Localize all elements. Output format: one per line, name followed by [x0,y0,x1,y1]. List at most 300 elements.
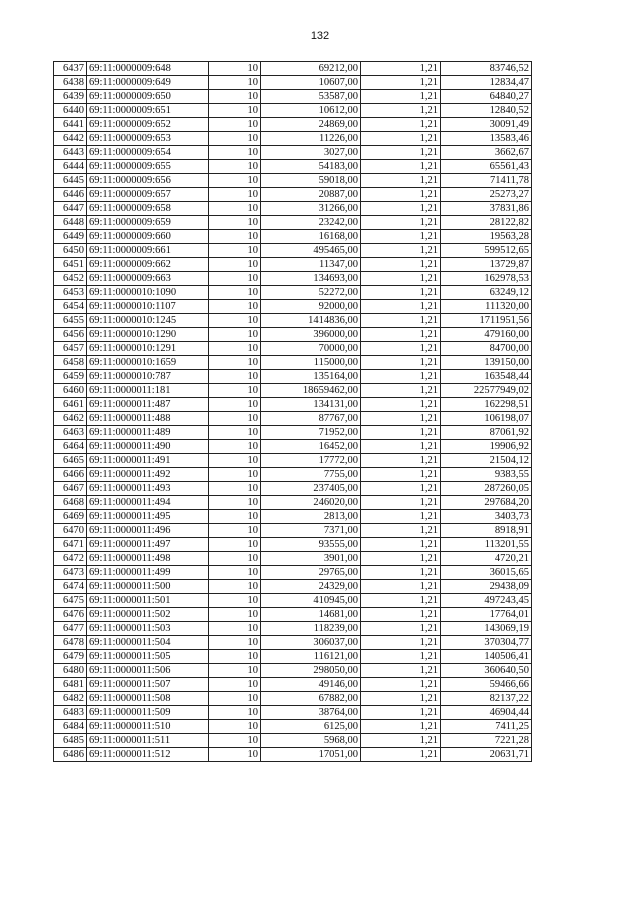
row-number-cell: 6464 [54,440,87,454]
value-cell: 143069,19 [441,622,532,636]
area-cell: 3901,00 [261,552,361,566]
area-cell: 23242,00 [261,216,361,230]
value-cell: 162978,53 [441,272,532,286]
rate-cell: 10 [209,622,261,636]
coefficient-cell: 1,21 [361,594,441,608]
area-cell: 71952,00 [261,426,361,440]
row-number-cell: 6469 [54,510,87,524]
table-row [54,496,532,510]
coefficient-cell: 1,21 [361,608,441,622]
area-cell: 134693,00 [261,272,361,286]
coefficient-cell: 1,21 [361,384,441,398]
table-row [54,636,532,650]
rate-cell: 10 [209,426,261,440]
table-row [54,356,532,370]
row-number-cell: 6446 [54,188,87,202]
rate-cell: 10 [209,678,261,692]
area-cell: 135164,00 [261,370,361,384]
cadastral-number-cell: 69:11:0000011:510 [87,720,209,734]
coefficient-cell: 1,21 [361,118,441,132]
table-row [54,468,532,482]
coefficient-cell: 1,21 [361,636,441,650]
area-cell: 54183,00 [261,160,361,174]
value-cell: 29438,09 [441,580,532,594]
table-row [54,174,532,188]
coefficient-cell: 1,21 [361,412,441,426]
cadastral-number-cell: 69:11:0000011:495 [87,510,209,524]
row-number-cell: 6470 [54,524,87,538]
table-row [54,650,532,664]
value-cell: 63249,12 [441,286,532,300]
rate-cell: 10 [209,524,261,538]
table-row [54,678,532,692]
area-cell: 118239,00 [261,622,361,636]
coefficient-cell: 1,21 [361,566,441,580]
coefficient-cell: 1,21 [361,692,441,706]
table-row [54,720,532,734]
rate-cell: 10 [209,566,261,580]
cadastral-number-cell: 69:11:0000010:1659 [87,356,209,370]
table-row [54,62,532,76]
table-row [54,734,532,748]
cadastral-number-cell: 69:11:0000011:493 [87,482,209,496]
value-cell: 7411,25 [441,720,532,734]
cadastral-number-cell: 69:11:0000009:653 [87,132,209,146]
area-cell: 1414836,00 [261,314,361,328]
area-cell: 18659462,00 [261,384,361,398]
rate-cell: 10 [209,510,261,524]
table-row [54,202,532,216]
row-number-cell: 6442 [54,132,87,146]
value-cell: 1711951,56 [441,314,532,328]
cadastral-number-cell: 69:11:0000011:506 [87,664,209,678]
row-number-cell: 6483 [54,706,87,720]
value-cell: 71411,78 [441,174,532,188]
cadastral-number-cell: 69:11:0000009:650 [87,90,209,104]
cadastral-number-cell: 69:11:0000011:492 [87,468,209,482]
cadastral-number-cell: 69:11:0000009:657 [87,188,209,202]
cadastral-number-cell: 69:11:0000011:499 [87,566,209,580]
table-row [54,594,532,608]
cadastral-number-cell: 69:11:0000011:501 [87,594,209,608]
area-cell: 11226,00 [261,132,361,146]
table-row [54,398,532,412]
table-row [54,370,532,384]
coefficient-cell: 1,21 [361,538,441,552]
area-cell: 70000,00 [261,342,361,356]
area-cell: 14681,00 [261,608,361,622]
row-number-cell: 6443 [54,146,87,160]
row-number-cell: 6474 [54,580,87,594]
value-cell: 287260,05 [441,482,532,496]
table-body [54,62,532,762]
rate-cell: 10 [209,608,261,622]
value-cell: 599512,65 [441,244,532,258]
table-row [54,118,532,132]
value-cell: 12840,52 [441,104,532,118]
area-cell: 93555,00 [261,538,361,552]
row-number-cell: 6455 [54,314,87,328]
area-cell: 17772,00 [261,454,361,468]
area-cell: 52272,00 [261,286,361,300]
table-row [54,328,532,342]
coefficient-cell: 1,21 [361,482,441,496]
coefficient-cell: 1,21 [361,678,441,692]
value-cell: 497243,45 [441,594,532,608]
value-cell: 370304,77 [441,636,532,650]
rate-cell: 10 [209,454,261,468]
rate-cell: 10 [209,328,261,342]
area-cell: 31266,00 [261,202,361,216]
row-number-cell: 6459 [54,370,87,384]
area-cell: 306037,00 [261,636,361,650]
rate-cell: 10 [209,146,261,160]
value-cell: 21504,12 [441,454,532,468]
area-cell: 237405,00 [261,482,361,496]
value-cell: 8918,91 [441,524,532,538]
rate-cell: 10 [209,636,261,650]
table-row [54,580,532,594]
cadastral-number-cell: 69:11:0000011:496 [87,524,209,538]
rate-cell: 10 [209,272,261,286]
value-cell: 111320,00 [441,300,532,314]
area-cell: 92000,00 [261,300,361,314]
rate-cell: 10 [209,300,261,314]
row-number-cell: 6466 [54,468,87,482]
value-cell: 19563,28 [441,230,532,244]
cadastral-number-cell: 69:11:0000010:1245 [87,314,209,328]
row-number-cell: 6463 [54,426,87,440]
row-number-cell: 6458 [54,356,87,370]
rate-cell: 10 [209,496,261,510]
table-row [54,272,532,286]
value-cell: 46904,44 [441,706,532,720]
area-cell: 38764,00 [261,706,361,720]
cadastral-number-cell: 69:11:0000011:508 [87,692,209,706]
area-cell: 59018,00 [261,174,361,188]
value-cell: 3403,73 [441,510,532,524]
area-cell: 10612,00 [261,104,361,118]
cadastral-number-cell: 69:11:0000011:181 [87,384,209,398]
row-number-cell: 6438 [54,76,87,90]
table-row [54,244,532,258]
rate-cell: 10 [209,398,261,412]
row-number-cell: 6439 [54,90,87,104]
table-row [54,300,532,314]
value-cell: 113201,55 [441,538,532,552]
table-row [54,692,532,706]
value-cell: 162298,51 [441,398,532,412]
row-number-cell: 6476 [54,608,87,622]
table-row [54,706,532,720]
table-row [54,608,532,622]
cadastral-number-cell: 69:11:0000011:503 [87,622,209,636]
area-cell: 10607,00 [261,76,361,90]
row-number-cell: 6441 [54,118,87,132]
row-number-cell: 6471 [54,538,87,552]
value-cell: 139150,00 [441,356,532,370]
area-cell: 246020,00 [261,496,361,510]
cadastral-number-cell: 69:11:0000009:661 [87,244,209,258]
row-number-cell: 6457 [54,342,87,356]
row-number-cell: 6473 [54,566,87,580]
rate-cell: 10 [209,286,261,300]
cadastral-number-cell: 69:11:0000011:497 [87,538,209,552]
cadastral-number-cell: 69:11:0000009:654 [87,146,209,160]
row-number-cell: 6482 [54,692,87,706]
rate-cell: 10 [209,342,261,356]
row-number-cell: 6479 [54,650,87,664]
coefficient-cell: 1,21 [361,370,441,384]
area-cell: 69212,00 [261,62,361,76]
rate-cell: 10 [209,230,261,244]
cadastral-number-cell: 69:11:0000009:663 [87,272,209,286]
row-number-cell: 6461 [54,398,87,412]
row-number-cell: 6480 [54,664,87,678]
value-cell: 25273,27 [441,188,532,202]
value-cell: 82137,22 [441,692,532,706]
coefficient-cell: 1,21 [361,664,441,678]
table-row [54,76,532,90]
value-cell: 106198,07 [441,412,532,426]
value-cell: 84700,00 [441,342,532,356]
coefficient-cell: 1,21 [361,76,441,90]
cadastral-number-cell: 69:11:0000009:655 [87,160,209,174]
value-cell: 7221,28 [441,734,532,748]
table-row [54,216,532,230]
value-cell: 13583,46 [441,132,532,146]
coefficient-cell: 1,21 [361,342,441,356]
coefficient-cell: 1,21 [361,146,441,160]
rate-cell: 10 [209,90,261,104]
area-cell: 3027,00 [261,146,361,160]
coefficient-cell: 1,21 [361,314,441,328]
row-number-cell: 6485 [54,734,87,748]
rate-cell: 10 [209,552,261,566]
cadastral-number-cell: 69:11:0000011:488 [87,412,209,426]
coefficient-cell: 1,21 [361,496,441,510]
cadastral-number-cell: 69:11:0000010:1290 [87,328,209,342]
row-number-cell: 6448 [54,216,87,230]
rate-cell: 10 [209,118,261,132]
coefficient-cell: 1,21 [361,524,441,538]
value-cell: 12834,47 [441,76,532,90]
data-table [53,61,532,762]
coefficient-cell: 1,21 [361,328,441,342]
coefficient-cell: 1,21 [361,622,441,636]
table-row [54,566,532,580]
cadastral-number-cell: 69:11:0000009:658 [87,202,209,216]
rate-cell: 10 [209,160,261,174]
row-number-cell: 6451 [54,258,87,272]
area-cell: 87767,00 [261,412,361,426]
coefficient-cell: 1,21 [361,62,441,76]
rate-cell: 10 [209,62,261,76]
coefficient-cell: 1,21 [361,734,441,748]
coefficient-cell: 1,21 [361,160,441,174]
row-number-cell: 6478 [54,636,87,650]
value-cell: 22577949,02 [441,384,532,398]
table-row [54,482,532,496]
cadastral-number-cell: 69:11:0000010:1090 [87,286,209,300]
row-number-cell: 6460 [54,384,87,398]
row-number-cell: 6475 [54,594,87,608]
coefficient-cell: 1,21 [361,104,441,118]
table-row [54,524,532,538]
area-cell: 495465,00 [261,244,361,258]
rate-cell: 10 [209,384,261,398]
cadastral-number-cell: 69:11:0000010:1107 [87,300,209,314]
area-cell: 7371,00 [261,524,361,538]
value-cell: 28122,82 [441,216,532,230]
coefficient-cell: 1,21 [361,580,441,594]
cadastral-number-cell: 69:11:0000009:659 [87,216,209,230]
area-cell: 396000,00 [261,328,361,342]
row-number-cell: 6462 [54,412,87,426]
cadastral-number-cell: 69:11:0000009:656 [87,174,209,188]
coefficient-cell: 1,21 [361,650,441,664]
area-cell: 49146,00 [261,678,361,692]
row-number-cell: 6472 [54,552,87,566]
value-cell: 9383,55 [441,468,532,482]
table-row [54,384,532,398]
page-number: 132 [310,30,330,42]
coefficient-cell: 1,21 [361,706,441,720]
rate-cell: 10 [209,482,261,496]
cadastral-number-cell: 69:11:0000011:507 [87,678,209,692]
cadastral-number-cell: 69:11:0000009:648 [87,62,209,76]
value-cell: 360640,50 [441,664,532,678]
coefficient-cell: 1,21 [361,188,441,202]
table-row [54,426,532,440]
value-cell: 17764,01 [441,608,532,622]
cadastral-number-cell: 69:11:0000011:490 [87,440,209,454]
rate-cell: 10 [209,748,261,762]
cadastral-number-cell: 69:11:0000009:652 [87,118,209,132]
value-cell: 30091,49 [441,118,532,132]
coefficient-cell: 1,21 [361,90,441,104]
coefficient-cell: 1,21 [361,174,441,188]
rate-cell: 10 [209,104,261,118]
row-number-cell: 6467 [54,482,87,496]
area-cell: 115000,00 [261,356,361,370]
coefficient-cell: 1,21 [361,258,441,272]
rate-cell: 10 [209,580,261,594]
coefficient-cell: 1,21 [361,230,441,244]
cadastral-number-cell: 69:11:0000009:651 [87,104,209,118]
cadastral-number-cell: 69:11:0000011:509 [87,706,209,720]
coefficient-cell: 1,21 [361,216,441,230]
rate-cell: 10 [209,706,261,720]
rate-cell: 10 [209,734,261,748]
table-row [54,342,532,356]
coefficient-cell: 1,21 [361,356,441,370]
table-row [54,104,532,118]
area-cell: 6125,00 [261,720,361,734]
coefficient-cell: 1,21 [361,286,441,300]
table-row [54,510,532,524]
row-number-cell: 6484 [54,720,87,734]
row-number-cell: 6440 [54,104,87,118]
row-number-cell: 6468 [54,496,87,510]
area-cell: 5968,00 [261,734,361,748]
area-cell: 298050,00 [261,664,361,678]
row-number-cell: 6477 [54,622,87,636]
coefficient-cell: 1,21 [361,202,441,216]
row-number-cell: 6486 [54,748,87,762]
table-row [54,440,532,454]
rate-cell: 10 [209,664,261,678]
value-cell: 297684,20 [441,496,532,510]
table-row [54,132,532,146]
coefficient-cell: 1,21 [361,748,441,762]
row-number-cell: 6465 [54,454,87,468]
row-number-cell: 6454 [54,300,87,314]
cadastral-number-cell: 69:11:0000011:512 [87,748,209,762]
table-row [54,286,532,300]
rate-cell: 10 [209,76,261,90]
area-cell: 53587,00 [261,90,361,104]
rate-cell: 10 [209,370,261,384]
rate-cell: 10 [209,132,261,146]
table-row [54,412,532,426]
area-cell: 2813,00 [261,510,361,524]
value-cell: 64840,27 [441,90,532,104]
cadastral-number-cell: 69:11:0000009:662 [87,258,209,272]
rate-cell: 10 [209,188,261,202]
row-number-cell: 6481 [54,678,87,692]
value-cell: 479160,00 [441,328,532,342]
rate-cell: 10 [209,202,261,216]
coefficient-cell: 1,21 [361,552,441,566]
table-row [54,146,532,160]
area-cell: 410945,00 [261,594,361,608]
coefficient-cell: 1,21 [361,300,441,314]
value-cell: 83746,52 [441,62,532,76]
rate-cell: 10 [209,314,261,328]
row-number-cell: 6437 [54,62,87,76]
cadastral-number-cell: 69:11:0000009:649 [87,76,209,90]
value-cell: 140506,41 [441,650,532,664]
area-cell: 16452,00 [261,440,361,454]
area-cell: 116121,00 [261,650,361,664]
coefficient-cell: 1,21 [361,132,441,146]
coefficient-cell: 1,21 [361,440,441,454]
table-row [54,454,532,468]
area-cell: 20887,00 [261,188,361,202]
table-row [54,160,532,174]
row-number-cell: 6444 [54,160,87,174]
row-number-cell: 6447 [54,202,87,216]
coefficient-cell: 1,21 [361,454,441,468]
table-row [54,90,532,104]
rate-cell: 10 [209,244,261,258]
row-number-cell: 6453 [54,286,87,300]
value-cell: 163548,44 [441,370,532,384]
row-number-cell: 6449 [54,230,87,244]
cadastral-number-cell: 69:11:0000009:660 [87,230,209,244]
value-cell: 59466,66 [441,678,532,692]
value-cell: 36015,65 [441,566,532,580]
table-row [54,188,532,202]
rate-cell: 10 [209,720,261,734]
area-cell: 11347,00 [261,258,361,272]
value-cell: 3662,67 [441,146,532,160]
area-cell: 16168,00 [261,230,361,244]
rate-cell: 10 [209,216,261,230]
value-cell: 4720,21 [441,552,532,566]
coefficient-cell: 1,21 [361,720,441,734]
